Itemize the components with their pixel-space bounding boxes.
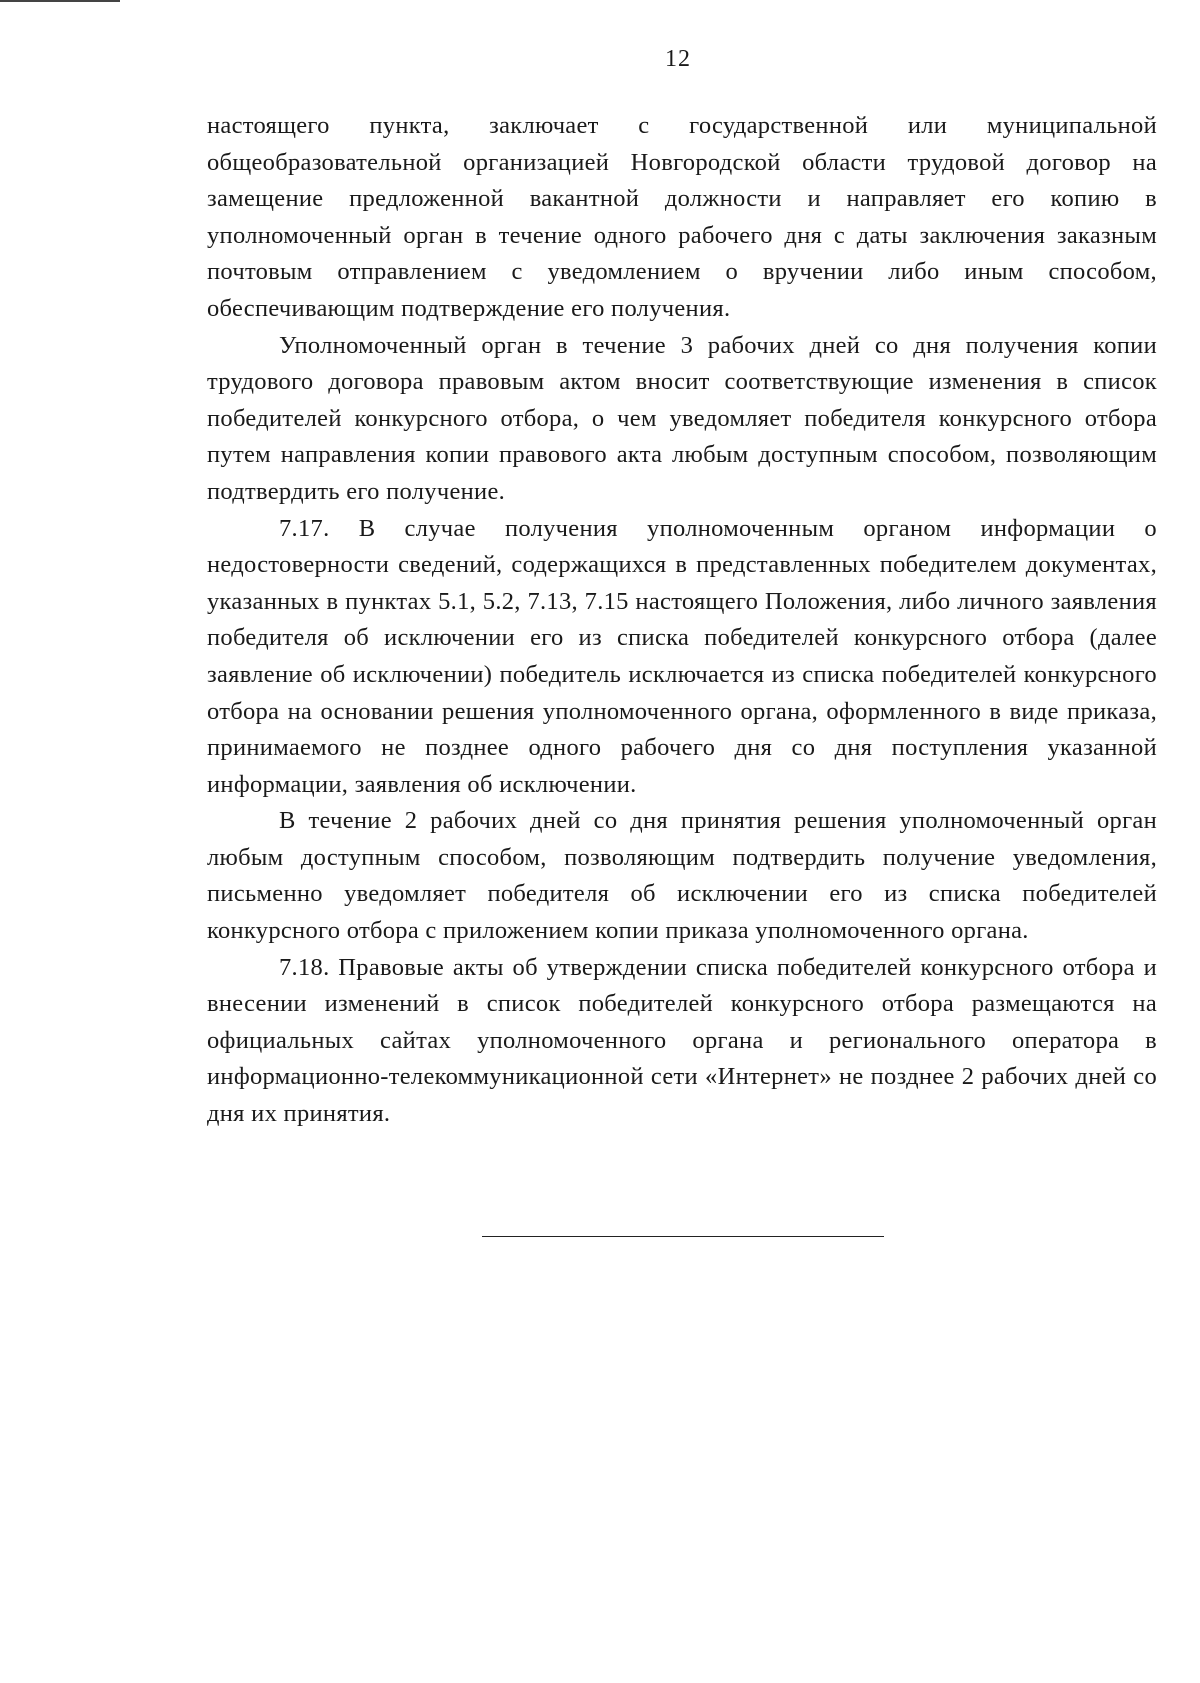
document-body — [207, 108, 1157, 1133]
page-number: 12 — [665, 46, 691, 72]
paragraph-7-18: 7.18. Правовые акты об утверждении списка победителей конкурсного отбора и внесении изменений в список победителей конкурсного отбора размещаются на официальных сайтах уполномоченного органа и регионального оператора в информационно-телекоммуникационной сети «Интернет» не позднее 2 рабочих дней со дня их принятия. — [207, 953, 1157, 1128]
paragraph-exclusion-notice: В течение 2 рабочих дней со дня принятия решения уполномоченный орган любым доступным способом, позволяющим подтвердить получение уведомления, письменно уведомляет победителя об исключении его из списка победителей конкурсного отбора с приложением копии приказа уполномоченного органа. — [207, 807, 1157, 945]
paragraph-authority-update: Уполномоченный орган в течение 3 рабочих дней со дня получения копии трудового договора правовым актом вносит соответствующие изменения в список победителей конкурсного отбора, о чем уведомляет победителя конкурсного отбора путем направления копии правового акта любым доступным способом, позволяющим подтвердить его получение. — [207, 331, 1157, 505]
paragraph-7-17: 7.17. В случае получения уполномоченным органом информации о недостоверности сведений, содержащихся в представленных победителем документах, указанных в пунктах 5.1, 5.2, 7.13, 7.15 настоящего Положения, либо личного заявления победителя об исключении его из списка победителей конкурсного отбора (далее заявление об исключении) победитель исключается из списка победителей конкурсного отбора на основании решения уполномоченного органа, оформленного в виде приказа, принимаемого не позднее одного рабочего дня со дня поступления указанной информации, заявления об исключении. — [207, 514, 1157, 798]
end-of-document-rule — [482, 1236, 884, 1237]
scan-edge-mark — [0, 0, 120, 2]
paragraph-continuation: настоящего пункта, заключает с государственной или муниципальной общеобразовательной организацией Новгородской области трудовой договор на замещение предложенной вакантной должности и направляет его копию в уполномоченный орган в течение одного рабочего дня с даты заключения заказным почтовым отправлением с уведомлением о вручении либо иным способом, обеспечивающим подтверждение его получения. — [207, 112, 1157, 322]
